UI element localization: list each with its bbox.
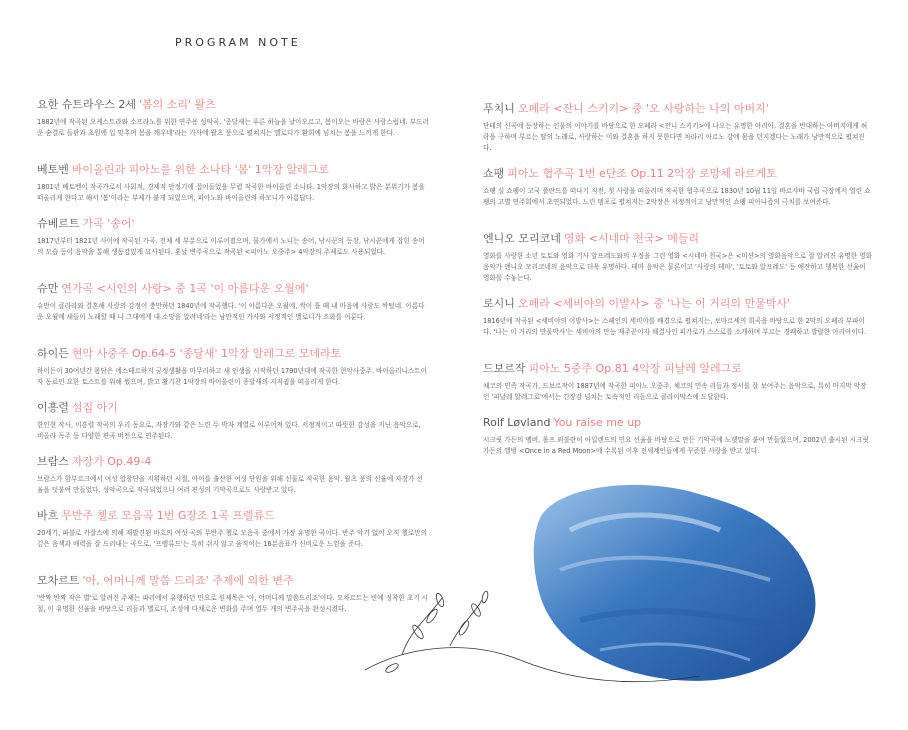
composer-name: Rolf Løvland (483, 416, 551, 429)
program-entry (37, 98, 429, 150)
work-title: 섬집 아기 (71, 401, 118, 414)
work-title: 바이올린과 피아노를 위한 소나타 '봄' 1악장 알레그로 (71, 163, 330, 176)
composer-name: 로시니 (483, 297, 515, 310)
work-title: 현악 사중주 Op.64-5 '종달새' 1악장 알레그로 모데라토 (71, 347, 342, 360)
composer-name: 모차르트 (37, 574, 80, 587)
program-entry (37, 347, 429, 388)
composer-name: 이흥렬 (37, 401, 69, 414)
entry-description: 20세기, 파블로 카잘스에 의해 재발견된 바흐의 여섯 곡의 무반주 첼로 모음곡 중에서 가장 유명한 곡이다. 반주 악기 없이 오직 첼로만의 깊은 음색과 매력을 잘 드러내는 곡으로, '프렐류드'는 특히 쉬지 않고 움직이는 16분음표가 신비로운 느낌을 준다. (37, 529, 427, 548)
entry-title (483, 297, 872, 311)
work-title: '봄의 소리' 왈츠 (139, 98, 216, 111)
entry-description: 1817년부터 1821년 사이에 작곡된 가곡. 전체 세 부분으로 이루어졌으며, 물가에서 노니는 송어, 낚시꾼의 등장, 낚시꾼에게 잡힌 송어의 모습 등이 음악을 통해 생동감있게 묘사된다. 훗날 변주곡으로 작곡된 <피아노 오중주> 4악장의 주제로도 사용되었다. (37, 237, 425, 256)
right-column (483, 102, 872, 470)
work-title: 영화 <시네마 천국> 메들리 (563, 232, 700, 245)
composer-name: 드보르작 (483, 362, 526, 375)
entry-description: 쇼팽 실 쇼팽이 고국 폴란드를 떠나기 직전, 첫 사랑을 떠올리며 작곡한 협주곡으로 1830년 10월 11일 바르샤바 국립 극장에서 열린 쇼팽의 고별 연주회에서 초연되었다. 느린 템포로 펼쳐지는 2악장은 서정적이고 낭만적인 쇼팽 피아니즘의 극치를 보여준다. (483, 187, 871, 206)
entry-description: 체코의 민족 작곡가, 드보르작이 1887년에 작곡한 피아노 오중주. 체코의 민속 리듬과 정서를 잘 보여주는 음악으로, 특히 마지막 악장인 '피날레 알레그로'에서는 긴장감 넘치는 토속적인 리듬으로 클라이막스에 도달한다. (483, 382, 867, 401)
entry-title (37, 98, 429, 112)
entry-title (37, 347, 429, 361)
composer-name: 요한 슈트라우스 2세 (37, 98, 136, 111)
composer-name: 쇼팽 (483, 167, 505, 180)
entry-description: 단테의 신곡에 등장하는 인물의 이야기를 바탕으로 한 오페라 <잔니 스키키>에 나오는 유명한 아리아. 결혼을 반대하는 아버지에게 허락을 구하며 부르는 딸의 노래로, 사랑하는 이와 결혼을 하지 못한다면 차라리 아르노 강에 몸을 던지겠다는 노래가 낭만적으로 펼쳐진다. (483, 122, 868, 152)
work-title: 자장가 Op.49-4 (71, 455, 152, 468)
program-entry (483, 416, 872, 457)
program-entry (37, 217, 429, 269)
composer-name: 브람스 (37, 455, 69, 468)
program-entry (483, 362, 872, 403)
entry-description: 영화를 사랑한 소년 토토와 영화 기사 알프레도와의 우정을 그린 영화 <시네마 천국>은 <미션>의 영화음악으로 잘 알려진 유명한 영화 음악가 엔니오 모리코네의 음악으로 더욱 유명하다. 테마 음악은 물론이고 '사랑의 테마', '토토와 알프레도' 등 애잔하고 행복한 선율이 영화를 수놓는다. (483, 252, 872, 282)
work-title: 가곡 '송어' (82, 217, 135, 230)
page-title: PROGRAM NOTE (175, 36, 301, 49)
entry-title (483, 232, 872, 246)
work-title: 연가곡 <시인의 사랑> 중 1곡 '이 아름다운 오월에' (61, 282, 309, 295)
composer-name: 베토벤 (37, 163, 69, 176)
entry-title (37, 163, 429, 177)
composer-name: 엔니오 모리코네 (483, 232, 561, 245)
entry-title (37, 455, 429, 469)
decoration-illustration (340, 470, 880, 720)
entry-description: 1816년에 작곡된 <세비야의 이발사>는 스페인의 세비야를 배경으로 펼쳐지는, 보마르셰의 희곡을 바탕으로 한 2막의 오페라 부파이다. '나는 이 거리의 만물박사'는 세비야의 만능 재주꾼이자 해결사인 피가로가 스스로를 소개하며 부르는 경쾌하고 발랄한 아리아이다. (483, 317, 867, 336)
entry-title (37, 282, 429, 296)
entry-description: 브람스가 함부르크에서 여성 합창단을 지휘하던 시절, 아이를 출산한 여성 단원을 위해 선물로 작곡한 음악. 왈츠 풍의 선율에 자장가 선율을 덧붙여 만들었다. 성악곡으로 작곡되었으나 여러 편성의 기악곡으로도 사랑받고 있다. (37, 475, 423, 494)
work-title: 오페라 <세비야의 이발사> 중 '나는 이 거리의 만물박사' (517, 297, 790, 310)
work-title: You raise me up (553, 416, 642, 429)
entry-title (483, 167, 872, 181)
entry-description: '반짝 반짝 작은 별'로 알려진 주제는 파리에서 유행하던 민요로 원제목은 '아, 어머니께 말씀드리죠'이다. 모차르트는 빈에 정착한 초기 시절, 이 유명한 선율을 바탕으로 리듬과 멜로디, 조성에 다채로운 변화를 주며 열두 개의 변주곡을 완성시켰다. (37, 594, 429, 613)
program-entry (37, 282, 429, 334)
program-entry (37, 163, 429, 204)
composer-name: 푸치니 (483, 102, 515, 115)
entry-title (37, 401, 429, 415)
entry-description: 1882년에 작곡된 오케스트라와 소프라노를 위한 연주용 성악곡. '종달새는 푸른 하늘을 날아오르고, 봄이오는 바람은 사랑스럽네. 부드러운 숨결로 들판과 초원에 입 맞추며 봄을 깨우네'라는 가사에 왈츠 풍으로 펼쳐지는 멜로디가 환희에 넘치는 봄을 느끼게 한다. (37, 118, 429, 137)
entry-description: 슈만이 클라라와 결혼해 사랑의 감정이 충만하던 1840년에 작곡했다. '이 아름다운 오월에, 싹이 틀 때 내 마음에 사랑도 싹텄네. 아름다운 오월에 새들이 노래할 때 나 그대에게 내 소망을 알려네'라는 낭만적인 가사와 서정적인 멜로디가 조화를 이룬다. (37, 302, 425, 321)
entry-title (483, 416, 872, 430)
program-entry (483, 297, 872, 349)
program-entry (483, 232, 872, 284)
composer-name: 바흐 (37, 509, 59, 522)
composer-name: 하이든 (37, 347, 69, 360)
work-title: 피아노 5중주 Op.81 4악장 피날레 알레그로 (528, 362, 742, 375)
composer-name: 슈만 (37, 282, 59, 295)
program-entry (483, 167, 872, 219)
entry-title (483, 362, 872, 376)
work-title: 피아노 협주곡 1번 e단조 Op.11 2악장 로망체 라르게토 (507, 167, 777, 180)
work-title: 무반주 첼로 모음곡 1번 G장조 1곡 프렐류드 (61, 509, 275, 522)
entry-title (483, 102, 872, 116)
paint-blob-icon (534, 485, 816, 681)
entry-description: 하이든이 30여년간 몸담은 에스테르하지 궁정생활을 마무리하고 새 인생을 시작하던 1790년대에 작곡한 현악사중주. 바이올리니스트이자 동료인 요한 토스트를 위해 썼으며, 밝고 활기찬 1악장의 바이올린이 종달새의 지저귐을 떠올리게 한다. (37, 367, 428, 386)
entry-description: 1801년 베토벤이 작곡가로서 사회적, 경제적 안정기에 접어들었을 무렵 작곡한 바이올린 소나타. 1악장의 화사하고 밝은 분위기가 봄을 떠올리게 한다고 해서 '봄'이라는 부제가 붙게 되었으며, 피아노와 바이올린의 하모니가 아름답다. (37, 183, 425, 202)
entry-description: 한인현 작사, 이흥렬 작곡의 우리 동요로, 자장가와 같은 느린 두 박자 계열로 이루어져 있다. 서정적이고 따뜻한 감성을 지닌 음악으로, 비올라 독주 등 다양한 편곡 버전으로 연주된다. (37, 421, 421, 440)
entry-title (37, 217, 429, 231)
entry-description: 시크릿 가든의 멤버, 롤프 뢰블란이 아일랜드의 민요 선율을 바탕으로 만든 기악곡에 노랫말을 붙여 만들었으며, 2002년 출시된 시크릿 가든의 앨범 <Once in a Red Moon>에 수록된 이후 전세계인들에게 꾸준한 사랑을 받고 있다. (483, 436, 869, 455)
composer-name: 슈베르트 (37, 217, 80, 230)
work-title: 오페라 <잔니 스키키> 중 '오 사랑하는 나의 아버지' (517, 102, 769, 115)
program-entry (483, 102, 872, 154)
work-title: '아, 어머니께 말씀 드리죠' 주제에 의한 변주 (82, 574, 294, 587)
program-entry (37, 401, 429, 442)
